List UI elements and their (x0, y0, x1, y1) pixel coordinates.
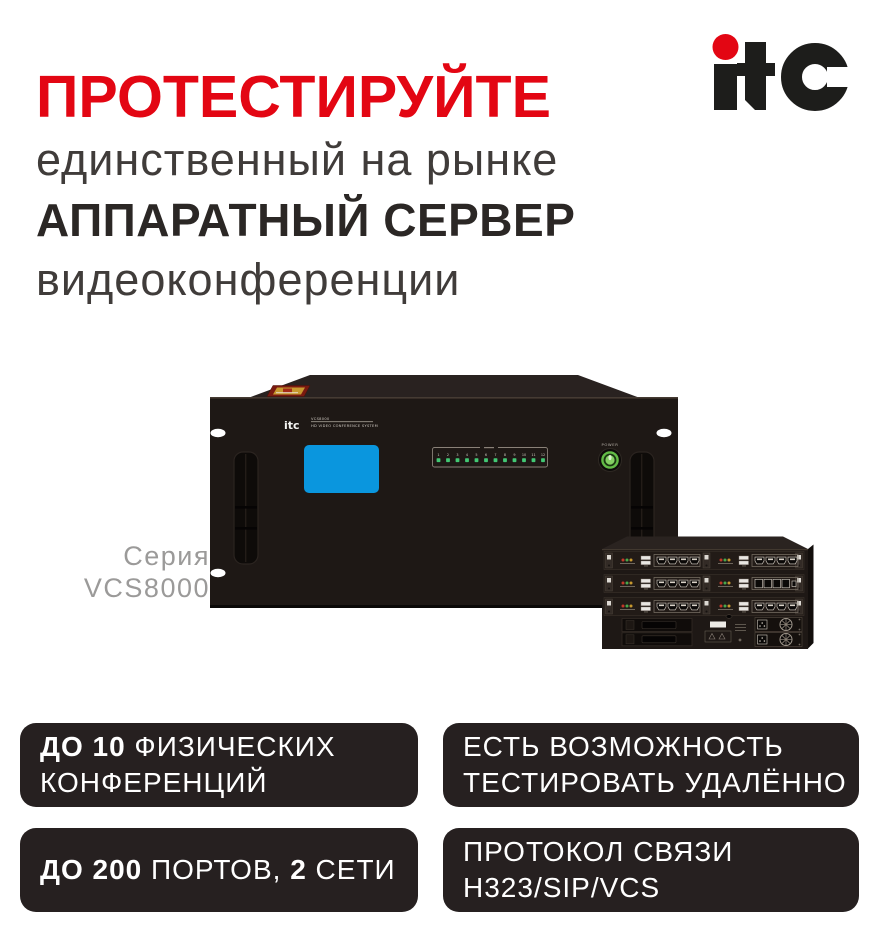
rear-drive-bay (622, 633, 692, 646)
panel-brand-text: itc (284, 419, 300, 432)
rear-psu (755, 633, 802, 647)
badge-line: ЕСТЬ ВОЗМОЖНОСТЬ (463, 731, 784, 762)
rear-side-face (808, 545, 814, 649)
headline-line-1: ПРОТЕСТИРУЙТЕ (36, 64, 551, 130)
badge-line: H323/SIP/VCS (463, 872, 661, 903)
server-top-sticker (267, 386, 310, 397)
svg-text:3: 3 (456, 453, 459, 458)
power-button-label: POWER (601, 442, 619, 447)
rack-ear-hole (657, 429, 672, 437)
rear-drive-bay (622, 619, 692, 632)
series-label-line-1: Серия (123, 541, 210, 571)
badge-line: КОНФЕРЕНЦИЙ (40, 767, 268, 798)
panel-subtitle-text: HD VIDEO CONFERENCE SYSTEM (311, 424, 379, 428)
badge-line: ПРОТОКОЛ СВЯЗИ (463, 836, 734, 867)
svg-text:9: 9 (513, 453, 516, 458)
device-handle-left (234, 452, 258, 564)
rack-ear-hole (211, 429, 226, 437)
svg-text:7: 7 (494, 453, 497, 458)
svg-text:8: 8 (503, 453, 507, 458)
badge-line: ДО 10 ФИЗИЧЕСКИХ (40, 731, 336, 762)
badge-line: ДО 200 ПОРТОВ, 2 СЕТИ (40, 854, 396, 885)
headline-line-3: АППАРАТНЫЙ СЕРВЕР (36, 194, 576, 246)
svg-text:1: 1 (437, 453, 440, 458)
svg-text:2: 2 (446, 453, 450, 458)
feature-badge-remote-testing (443, 723, 859, 807)
device-power-button (599, 442, 622, 472)
svg-text:4: 4 (465, 453, 469, 458)
headline-line-4: видеоконференции (36, 254, 461, 305)
svg-text:5: 5 (475, 453, 478, 458)
feature-badge-conferences (20, 723, 418, 807)
feature-badge-ports (20, 828, 418, 912)
svg-text:12: 12 (540, 453, 546, 458)
svg-text:11: 11 (531, 453, 536, 458)
device-screen (304, 445, 379, 493)
panel-model-text: VCS8000 (311, 417, 330, 421)
svg-text:6: 6 (484, 453, 488, 458)
headline-line-2: единственный на рынке (36, 134, 559, 185)
svg-text:10: 10 (521, 453, 527, 458)
rack-ear-hole (211, 569, 226, 577)
badge-line: ТЕСТИРОВАТЬ УДАЛЁННО (463, 767, 847, 798)
server-rear-illustration (602, 537, 814, 650)
rear-psu (755, 618, 802, 632)
rear-top-face (602, 537, 808, 550)
series-label-line-2: VCS8000 (83, 573, 210, 603)
feature-badge-protocols (443, 828, 859, 912)
